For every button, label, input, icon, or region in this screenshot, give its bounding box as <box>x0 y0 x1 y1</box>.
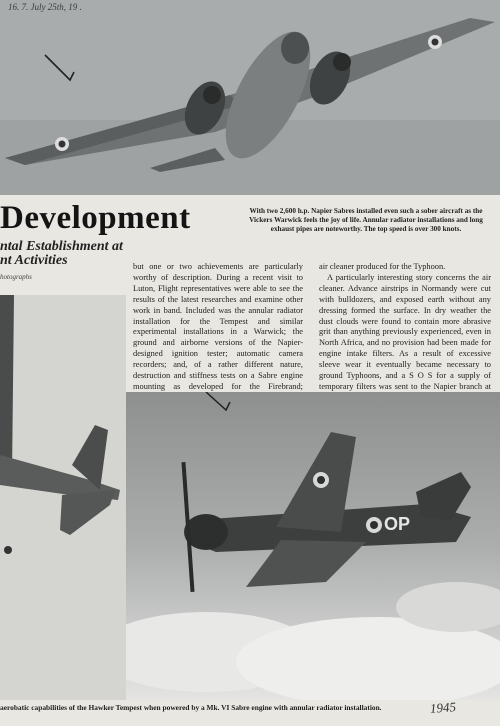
top-photo-caption: With two 2,600 h.p. Napier Sabres installed even such a sober aircraft as the Vickers Warwick feels the joy of life. Annular radiator installations and long exhaust pipes are noteworthy. The top speed is over 300 knots. <box>249 207 483 233</box>
warwick-photo <box>0 0 500 195</box>
handwritten-note: 1945 <box>429 699 457 716</box>
article-subtitle-line-1: ntal Establishment at <box>0 239 123 254</box>
tempest-side-photo <box>0 295 126 700</box>
article-subtitle-line-2: nt Activities <box>0 253 68 268</box>
article-paragraph: but one or two achievements are particularly worthy of description. During a recent visit to Luton, Flight representatives were able to see the results of the latest researches and examine other work in band. Included was the annular radiator installation for the Tempest and similar experimental installations in a Warwick; the ground and airborne versions of the Napier-designed ignition tester; automatic camera recorders; and, of a rather different nature, destruction and stiffness tests on a Sabre engine mounting as developed for the Firebrand; <box>133 262 303 391</box>
article-paragraph: air cleaner produced for the Typhoon. <box>319 262 446 271</box>
photo-credit: hotographs <box>0 273 32 281</box>
issue-header: 16. 7. July 25th, 19 . <box>8 2 82 12</box>
tempest-photo <box>126 392 500 700</box>
article-title: Development <box>0 200 191 236</box>
bottom-photo-caption: aerobatic capabilities of the Hawker Tempest when powered by a Mk. VI Sabre engine with annular radiator installation. <box>0 703 382 712</box>
aircraft-code-letters: OP <box>384 514 411 534</box>
article-column-2 <box>319 262 491 404</box>
article-paragraph: A particularly interesting story concerns the air cleaner. Advance airstrips in Normandy were cut with bulldozers, and exposed earth without any dressing formed the surface. In dry weather the dust clouds were found to contain more abrasive grit than anything previously experienced, even in North Africa, and no provision had been made for engine intake filters. As a result of excessive sleeve wear it eventually became necessary to ground Typhoons, and a S O S for a supply of temporary filters was sent to the Napier branch at <box>319 272 491 391</box>
